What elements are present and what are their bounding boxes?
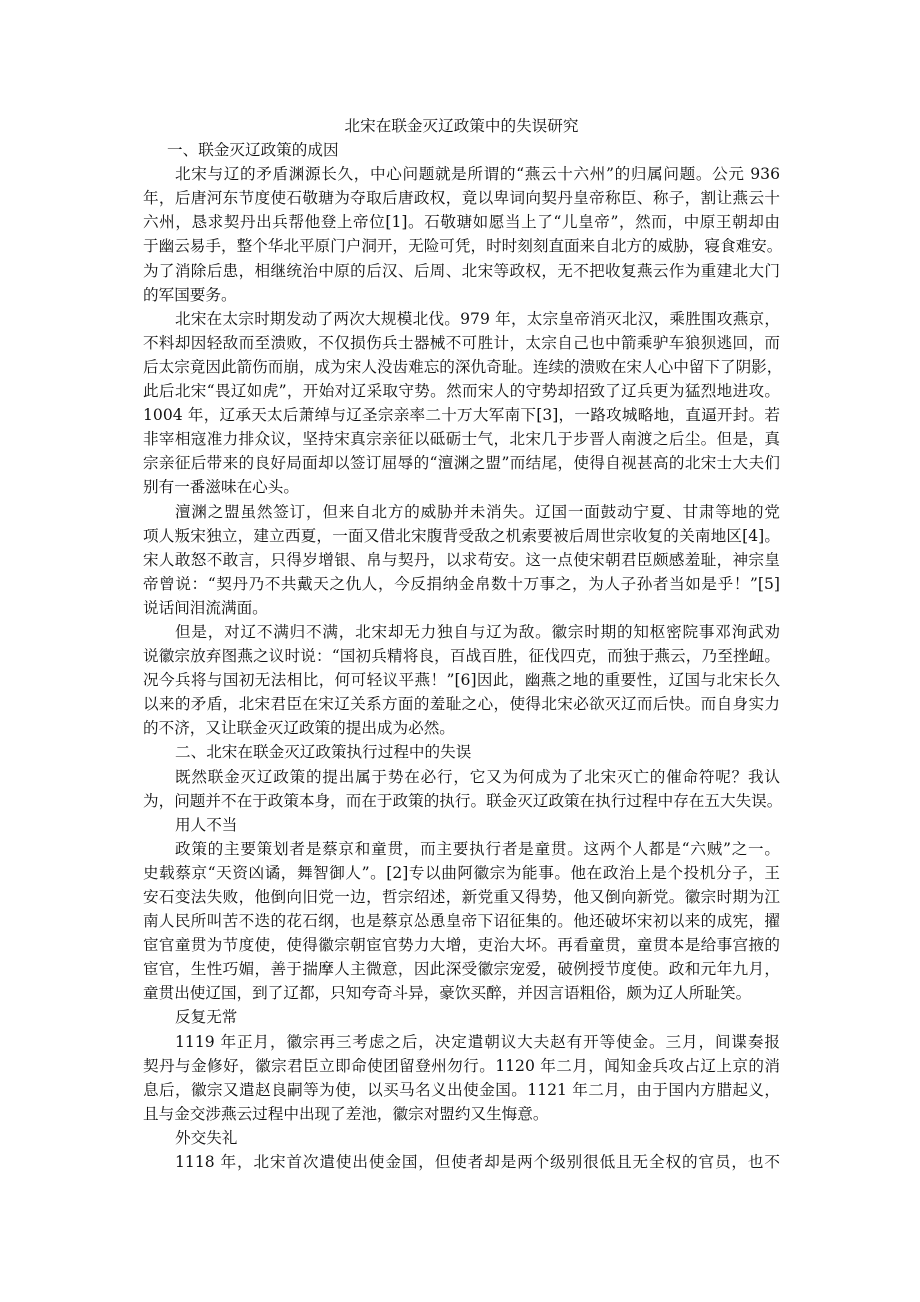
text-line: 澶渊之盟虽然签订，但来自北方的威胁并未消失。辽国一面鼓动宁夏、甘肃等地的党 — [175, 502, 780, 521]
text-line: 1118 年，北宋首次遣使出使金国，但使者却是两个级别很低且无全权的官员，也不 — [175, 1153, 780, 1172]
text-line: 宦官童贯为节度使，使得徽宗朝宦官势力大增，吏治大坏。再看童贯，童贯本是给事宫掖的 — [143, 936, 780, 955]
text-line: 六州，恳求契丹出兵帮他登上帝位[1]。石敬瑭如愿当上了“儿皇帝”，然而，中原王朝却由 — [143, 213, 780, 232]
text-line: 的不济，又让联金灭辽政策的提出成为必然。 — [143, 719, 455, 738]
text-line: 北宋与辽的矛盾渊源长久，中心问题就是所谓的“燕云十六州”的归属问题。公元 936 — [175, 165, 780, 184]
text-line: 为了消除后患，相继统治中原的后汉、后周、北宋等政权，无不把收复燕云作为重建北大门 — [143, 261, 780, 280]
paragraph-5 — [143, 765, 783, 813]
text-line: 宋人敢怒不敢言，只得岁增银、帛与契丹，以求苟安。这一点使宋朝君臣颇感羞耻，神宗皇 — [143, 550, 780, 569]
text-line: 且与金交涉燕云过程中出现了差池，徽宗对盟约又生悔意。 — [143, 1104, 549, 1123]
text-line: 童贯出使辽国，到了辽都，只知夸奇斗异，豪饮买醉，并因言语粗俗，颇为辽人所耻笑。 — [143, 984, 752, 1003]
text-line: 1119 年正月，徽宗再三考虑之后，决定遣朝议大夫赵有开等使金。三月，间谍奏报 — [175, 1032, 780, 1051]
text-line: 年，后唐河东节度使石敬瑭为夺取后唐政权，竟以卑词向契丹皇帝称臣、称子，割让燕云十 — [143, 189, 780, 208]
document-body — [143, 114, 783, 1174]
text-line: 息后，徽宗又遣赵良嗣等为使，以买马名义出使金国。1121 年二月，由于国内方腊起义， — [143, 1080, 780, 1099]
text-line: 南人民所叫苦不迭的花石纲，也是蔡京怂恿皇帝下诏征集的。他还破坏宋初以来的成宪，擢 — [143, 912, 780, 931]
text-line: 为，问题并不在于政策本身，而在于政策的执行。联金灭辽政策在执行过程中存在五大失误。 — [143, 791, 783, 810]
text-line: 政策的主要策划者是蔡京和童贯，而主要执行者是童贯。这两个人都是“六贼”之一。 — [175, 839, 780, 858]
text-line: 既然联金灭辽政策的提出属于势在必行，它又为何成为了北宋灭亡的催命符呢？我认 — [175, 767, 780, 786]
text-line: 说徽宗放弃图燕之议时说：“国初兵精将良，百战百胜，征伐四克，而独于燕云，乃至挫衄。 — [143, 647, 780, 666]
section-heading-2: 二、北宋在联金灭辽政策执行过程中的失误 — [175, 743, 472, 762]
paragraph-4 — [143, 620, 780, 740]
text-line: 以来的矛盾，北宋君臣在宋辽关系方面的羞耻之心，使得北宋必欲灭辽而后快。而自身实力 — [143, 695, 780, 714]
text-line: 非宰相寇准力排众议，坚持宋真宗亲征以砥砺士气，北宋几于步晋人南渡之后尘。但是，真 — [143, 430, 780, 449]
subheading-misuse-of-people: 用人不当 — [175, 815, 238, 834]
text-line: 不料却因轻敌而至溃败，不仅损伤兵士器械不可胜计，太宗自己也中箭乘驴车狼狈逃回，而 — [143, 333, 780, 352]
text-line: 别有一番滋味在心头。 — [143, 478, 299, 497]
text-line: 于幽云易手，整个华北平原门户洞开，无险可凭，时时刻刻直面来自北方的威胁，寝食难安。 — [143, 237, 783, 256]
paragraph-3 — [143, 500, 780, 620]
paragraph-6 — [143, 837, 780, 1006]
document-title: 北宋在联金灭辽政策中的失误研究 — [344, 117, 579, 135]
text-line: 帝曾说：“契丹乃不共戴天之仇人，今反捐纳金帛数十万事之，为人子孙者当如是乎！”[5] — [143, 574, 780, 593]
text-line: 北宋在太宗时期发动了两次大规模北伐。979 年，太宗皇帝消灭北汉，乘胜围攻燕京， — [175, 309, 780, 328]
text-line: 史载蔡京“天资凶谲，舞智御人”。[2]专以曲阿徽宗为能事。他在政治上是个投机分子，王 — [143, 863, 780, 882]
text-line: 契丹与金修好，徽宗君臣立即命使团留登州勿行。1120 年二月，闻知金兵攻占辽上京的消 — [143, 1056, 780, 1075]
text-line: 但是，对辽不满归不满，北宋却无力独自与辽为敌。徽宗时期的知枢密院事邓洵武劝 — [175, 622, 780, 641]
paragraph-7 — [143, 1030, 780, 1126]
text-line: 宗亲征后带来的良好局面却以签订屈辱的“澶渊之盟”而结尾，使得自视甚高的北宋士大夫们 — [143, 454, 780, 473]
text-line: 项人叛宋独立，建立西夏，一面又借北宋腹背受敌之机索要被后周世宗收复的关南地区[4]。 — [143, 526, 780, 545]
text-line: 1004 年，辽承天太后萧绰与辽圣宗亲率二十万大军南下[3]，一路攻城略地，直逼开封。若 — [143, 406, 780, 425]
subheading-diplomatic-discourtesy: 外交失礼 — [175, 1128, 238, 1147]
paragraph-2 — [143, 307, 783, 500]
text-line: 后太宗竟因此箭伤而崩，成为宋人没齿难忘的深仇奇耻。连续的溃败在宋人心中留下了阴影， — [143, 357, 783, 376]
section-heading-1: 一、联金灭辽政策的成因 — [167, 141, 339, 160]
text-line: 的军国要务。 — [143, 285, 237, 304]
subheading-inconsistency: 反复无常 — [175, 1008, 238, 1027]
text-line: 此后北宋“畏辽如虎”，开始对辽采取守势。然而宋人的守势却招致了辽兵更为猛烈地进攻。 — [143, 382, 780, 401]
paragraph-1 — [143, 162, 783, 307]
paragraph-8 — [143, 1150, 780, 1174]
text-line: 宦官，生性巧媚，善于揣摩人主微意，因此深受徽宗宠爱，破例授节度使。政和元年九月， — [143, 960, 780, 979]
text-line: 说话间泪流满面。 — [143, 598, 268, 617]
text-line: 安石变法失败，他倒向旧党一边，哲宗绍述，新党重又得势，他又倒向新党。徽宗时期为江 — [143, 888, 780, 906]
text-line: 况今兵将与国初无法相比，何可轻议平燕！”[6]因此，幽燕之地的重要性，辽国与北宋长久 — [143, 671, 780, 690]
